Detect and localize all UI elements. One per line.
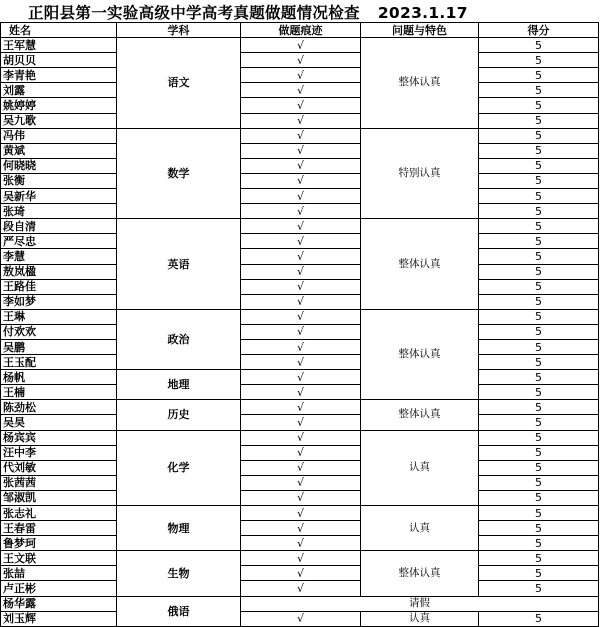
table-row <box>1 279 599 294</box>
table-row <box>1 611 599 626</box>
table-row <box>1 38 599 53</box>
score-cell: 5 <box>479 113 599 128</box>
student-name: 吴昊 <box>1 415 117 430</box>
student-name: 刘露 <box>1 83 117 98</box>
student-name: 王琳 <box>1 309 117 324</box>
table-row <box>1 324 599 339</box>
student-name: 姚婷婷 <box>1 98 117 113</box>
table-row <box>1 158 599 173</box>
check-cell: √ <box>241 611 361 626</box>
check-cell: √ <box>241 324 361 339</box>
table-row <box>1 143 599 158</box>
student-name: 邹淑凯 <box>1 490 117 505</box>
title-date: 2023.1.17 <box>377 4 468 22</box>
student-name: 李慧 <box>1 249 117 264</box>
check-cell: √ <box>241 475 361 490</box>
table-row <box>1 596 599 611</box>
feature-cell: 整体认真 <box>361 551 479 596</box>
student-name: 王楠 <box>1 385 117 400</box>
score-cell: 5 <box>479 309 599 324</box>
header-feature: 问题与特色 <box>361 23 479 38</box>
table-row <box>1 204 599 219</box>
student-name: 杨帆 <box>1 370 117 385</box>
subject-cell: 政治 <box>117 309 241 369</box>
check-cell: √ <box>241 506 361 521</box>
subject-cell: 物理 <box>117 506 241 551</box>
check-cell: √ <box>241 204 361 219</box>
table-row <box>1 490 599 505</box>
check-cell: √ <box>241 581 361 596</box>
student-name: 王玉配 <box>1 355 117 370</box>
table-row <box>1 53 599 68</box>
check-cell: √ <box>241 309 361 324</box>
header-subject: 学科 <box>117 23 241 38</box>
student-name: 汪中李 <box>1 445 117 460</box>
score-cell: 5 <box>479 158 599 173</box>
score-cell: 5 <box>479 460 599 475</box>
score-cell: 5 <box>479 370 599 385</box>
subject-cell: 化学 <box>117 430 241 505</box>
feature-cell: 整体认真 <box>361 219 479 310</box>
table-row <box>1 68 599 83</box>
subject-cell: 地理 <box>117 370 241 400</box>
student-name: 鲁梦珂 <box>1 536 117 551</box>
student-name: 段自清 <box>1 219 117 234</box>
student-name: 张琦 <box>1 204 117 219</box>
table-row <box>1 506 599 521</box>
check-cell: √ <box>241 158 361 173</box>
student-name: 吴鹏 <box>1 339 117 354</box>
check-cell: √ <box>241 521 361 536</box>
table-row <box>1 113 599 128</box>
score-cell: 5 <box>479 400 599 415</box>
check-cell: √ <box>241 98 361 113</box>
student-name: 冯伟 <box>1 128 117 143</box>
table-row <box>1 339 599 354</box>
student-name: 严尽忠 <box>1 234 117 249</box>
check-cell: √ <box>241 234 361 249</box>
student-name: 吴新华 <box>1 189 117 204</box>
table-row <box>1 581 599 596</box>
score-cell: 5 <box>479 279 599 294</box>
score-cell: 5 <box>479 38 599 53</box>
table-row <box>1 309 599 324</box>
check-cell: √ <box>241 38 361 53</box>
leave-cell: 请假 <box>241 596 599 611</box>
table-row <box>1 249 599 264</box>
score-cell: 5 <box>479 189 599 204</box>
table-row <box>1 294 599 309</box>
table-row <box>1 189 599 204</box>
score-cell: 5 <box>479 249 599 264</box>
table-row <box>1 355 599 370</box>
student-name: 何晓晓 <box>1 158 117 173</box>
student-name: 胡贝贝 <box>1 53 117 68</box>
score-cell: 5 <box>479 385 599 400</box>
score-cell: 5 <box>479 339 599 354</box>
check-cell: √ <box>241 566 361 581</box>
check-cell: √ <box>241 460 361 475</box>
check-cell: √ <box>241 445 361 460</box>
feature-cell: 认真 <box>361 430 479 505</box>
table-row <box>1 521 599 536</box>
table-row <box>1 445 599 460</box>
check-cell: √ <box>241 173 361 188</box>
check-cell: √ <box>241 551 361 566</box>
feature-cell: 整体认真 <box>361 38 479 129</box>
table-row <box>1 173 599 188</box>
check-cell: √ <box>241 83 361 98</box>
table-row <box>1 264 599 279</box>
subject-cell: 生物 <box>117 551 241 596</box>
check-cell: √ <box>241 294 361 309</box>
student-name: 杨宾宾 <box>1 430 117 445</box>
check-cell: √ <box>241 128 361 143</box>
check-cell: √ <box>241 219 361 234</box>
table-row <box>1 475 599 490</box>
score-cell: 5 <box>479 68 599 83</box>
student-name: 敖岚楹 <box>1 264 117 279</box>
score-cell: 5 <box>479 475 599 490</box>
check-cell: √ <box>241 113 361 128</box>
score-cell: 5 <box>479 551 599 566</box>
check-cell: √ <box>241 370 361 385</box>
check-cell: √ <box>241 400 361 415</box>
table-row <box>1 400 599 415</box>
check-cell: √ <box>241 53 361 68</box>
student-name: 杨华露 <box>1 596 117 611</box>
header-name: 姓名 <box>1 23 117 38</box>
student-name: 王春雷 <box>1 521 117 536</box>
check-cell: √ <box>241 385 361 400</box>
score-cell: 5 <box>479 581 599 596</box>
student-name: 刘玉辉 <box>1 611 117 626</box>
score-cell: 5 <box>479 445 599 460</box>
student-name: 代刘敏 <box>1 460 117 475</box>
feature-cell: 特别认真 <box>361 128 479 219</box>
student-name: 陈劲松 <box>1 400 117 415</box>
student-name: 张茜茜 <box>1 475 117 490</box>
score-cell: 5 <box>479 83 599 98</box>
student-name: 李如梦 <box>1 294 117 309</box>
score-cell: 5 <box>479 611 599 626</box>
student-name: 卢正彬 <box>1 581 117 596</box>
table-row <box>1 219 599 234</box>
student-name: 张志礼 <box>1 506 117 521</box>
check-cell: √ <box>241 189 361 204</box>
score-cell: 5 <box>479 430 599 445</box>
table-row <box>1 83 599 98</box>
feature-cell: 整体认真 <box>361 309 479 400</box>
table-row <box>1 370 599 385</box>
score-cell: 5 <box>479 536 599 551</box>
check-cell: √ <box>241 430 361 445</box>
subject-cell: 英语 <box>117 219 241 310</box>
score-cell: 5 <box>479 234 599 249</box>
student-name: 张衡 <box>1 173 117 188</box>
check-cell: √ <box>241 355 361 370</box>
table-row <box>1 536 599 551</box>
student-name: 吴九歌 <box>1 113 117 128</box>
score-cell: 5 <box>479 264 599 279</box>
subject-cell: 历史 <box>117 400 241 430</box>
table-row <box>1 415 599 430</box>
check-cell: √ <box>241 490 361 505</box>
table-row <box>1 98 599 113</box>
score-cell: 5 <box>479 521 599 536</box>
inspection-table <box>0 22 599 627</box>
student-name: 李青艳 <box>1 68 117 83</box>
subject-cell: 俄语 <box>117 596 241 626</box>
score-cell: 5 <box>479 128 599 143</box>
check-cell: √ <box>241 249 361 264</box>
title-text: 正阳县第一实验高级中学高考真题做题情况检查 <box>28 4 360 22</box>
score-cell: 5 <box>479 355 599 370</box>
check-cell: √ <box>241 415 361 430</box>
table-row <box>1 385 599 400</box>
score-cell: 5 <box>479 415 599 430</box>
check-cell: √ <box>241 264 361 279</box>
subject-cell: 语文 <box>117 38 241 129</box>
score-cell: 5 <box>479 294 599 309</box>
score-cell: 5 <box>479 98 599 113</box>
score-cell: 5 <box>479 173 599 188</box>
check-cell: √ <box>241 536 361 551</box>
score-cell: 5 <box>479 490 599 505</box>
check-cell: √ <box>241 143 361 158</box>
header-score: 得分 <box>479 23 599 38</box>
student-name: 王路佳 <box>1 279 117 294</box>
table-row <box>1 128 599 143</box>
table-row <box>1 234 599 249</box>
subject-cell: 数学 <box>117 128 241 219</box>
feature-cell: 认真 <box>361 506 479 551</box>
student-name: 黄斌 <box>1 143 117 158</box>
student-name: 王文联 <box>1 551 117 566</box>
header-check: 做题痕迹 <box>241 23 361 38</box>
check-cell: √ <box>241 68 361 83</box>
score-cell: 5 <box>479 506 599 521</box>
check-cell: √ <box>241 279 361 294</box>
student-name: 王军慧 <box>1 38 117 53</box>
score-cell: 5 <box>479 204 599 219</box>
check-cell: √ <box>241 339 361 354</box>
student-name: 付欢欢 <box>1 324 117 339</box>
student-name: 张喆 <box>1 566 117 581</box>
table-row <box>1 430 599 445</box>
score-cell: 5 <box>479 219 599 234</box>
feature-cell: 认真 <box>361 611 479 626</box>
score-cell: 5 <box>479 566 599 581</box>
table-row <box>1 551 599 566</box>
feature-cell: 整体认真 <box>361 400 479 430</box>
score-cell: 5 <box>479 143 599 158</box>
table-row <box>1 566 599 581</box>
header-row <box>1 23 599 38</box>
score-cell: 5 <box>479 53 599 68</box>
score-cell: 5 <box>479 324 599 339</box>
table-row <box>1 460 599 475</box>
